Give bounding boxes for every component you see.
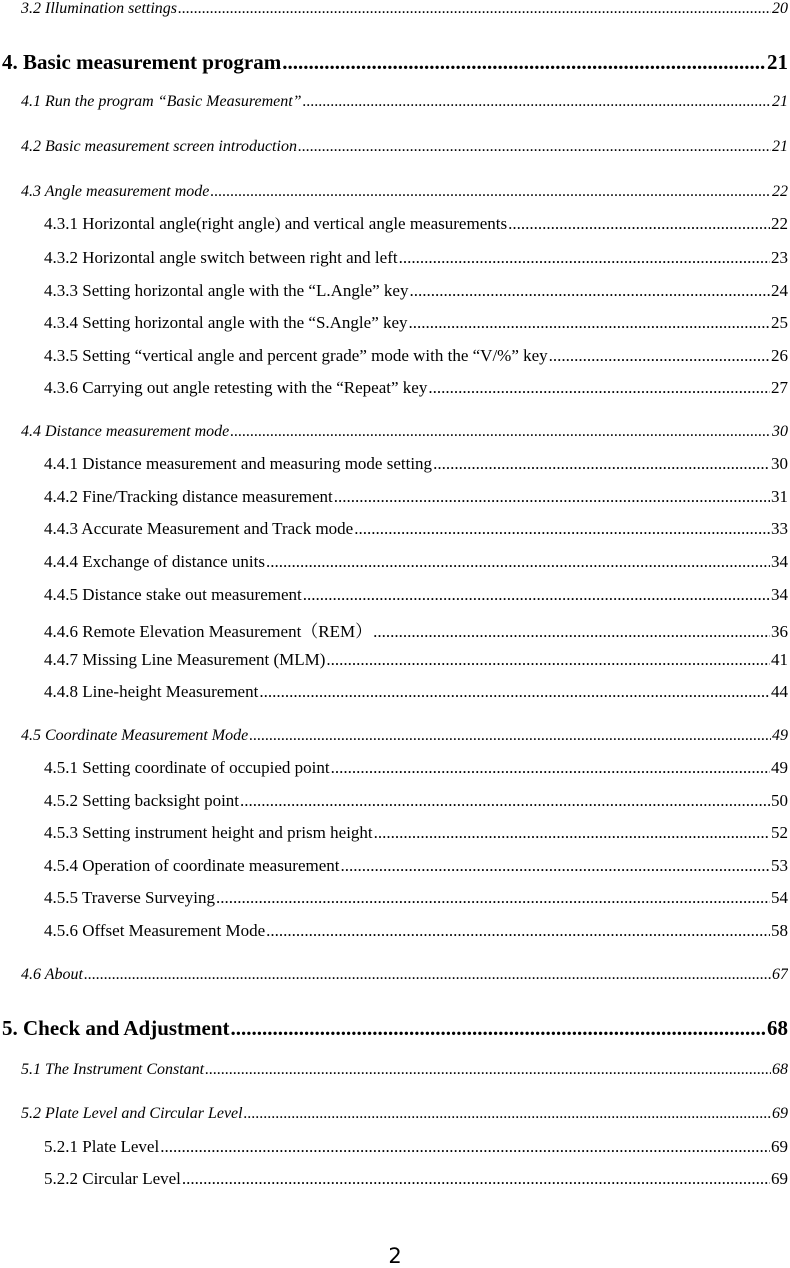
- dot-leader: [433, 454, 770, 474]
- page-number: 2: [388, 1244, 402, 1268]
- toc-entry-page: 69: [772, 1105, 788, 1122]
- toc-entry-page: 21: [772, 138, 788, 155]
- toc-entry[interactable]: [44, 856, 788, 876]
- toc-entry-page: 49: [771, 758, 788, 777]
- dot-leader: [160, 1137, 770, 1157]
- dot-leader: [182, 1169, 770, 1189]
- toc-entry-title: 5.1 The Instrument Constant: [21, 1061, 205, 1078]
- dot-leader: [259, 682, 770, 702]
- dot-leader: [409, 313, 770, 333]
- toc-entry[interactable]: [44, 454, 788, 474]
- dot-leader: [266, 921, 770, 941]
- dot-leader: [216, 888, 770, 908]
- toc-entry-title: 4.4 Distance measurement mode: [21, 423, 230, 440]
- toc-entry-title: 4.4.4 Exchange of distance units: [44, 552, 265, 571]
- dot-leader: [334, 487, 770, 507]
- toc-entry-title: 4.3.5 Setting “vertical angle and percent grade” mode with the “V/%” key: [44, 346, 548, 365]
- toc-entry-page: 52: [771, 823, 788, 842]
- dot-leader: [231, 1016, 766, 1041]
- toc-entry-title: 5.2.2 Circular Level: [44, 1169, 181, 1188]
- dot-leader: [240, 791, 770, 811]
- dot-leader: [244, 1105, 771, 1123]
- toc-entry-page: 23: [771, 248, 788, 267]
- toc-entry-page: 30: [771, 454, 788, 473]
- toc-entry-title: 4.4.7 Missing Line Measurement (MLM): [44, 650, 326, 669]
- toc-entry-title: 4.5.3 Setting instrument height and prism height: [44, 823, 373, 842]
- toc-entry-page: 31: [771, 487, 788, 506]
- toc-entry-page: 27: [771, 378, 788, 397]
- toc-entry[interactable]: [44, 346, 788, 366]
- toc-entry[interactable]: [44, 921, 788, 941]
- toc-entry-title: 4.5.2 Setting backsight point: [44, 791, 240, 810]
- toc-entry-page: 22: [772, 183, 788, 200]
- toc-entry[interactable]: [44, 378, 788, 398]
- toc-entry[interactable]: [44, 650, 788, 670]
- toc-entry[interactable]: [21, 423, 788, 441]
- toc-entry-title: 4.6 About: [21, 966, 83, 983]
- toc-entry-title: 4.5 Coordinate Measurement Mode: [21, 727, 249, 744]
- toc-entry[interactable]: [21, 183, 788, 201]
- toc-entry[interactable]: [44, 758, 788, 778]
- toc-entry-page: 22: [771, 214, 788, 233]
- dot-leader: [399, 248, 770, 268]
- dot-leader: [354, 519, 770, 539]
- dot-leader: [266, 552, 770, 572]
- toc-entry[interactable]: [21, 93, 788, 111]
- toc-entry-page: 54: [771, 888, 788, 907]
- toc-entry[interactable]: [21, 966, 788, 984]
- toc-entry[interactable]: [44, 248, 788, 268]
- dot-leader: [282, 50, 766, 75]
- toc-entry[interactable]: [44, 791, 788, 811]
- toc-entry-title: 4.3.3 Setting horizontal angle with the “L.Angle” key: [44, 281, 409, 300]
- toc-entry-page: 21: [767, 50, 788, 74]
- toc-entry[interactable]: [44, 888, 788, 908]
- toc-entry-title: 4.4.2 Fine/Tracking distance measurement: [44, 487, 333, 506]
- dot-leader: [205, 1061, 771, 1079]
- toc-entry[interactable]: [44, 487, 788, 507]
- toc-entry-title: 4.4.5 Distance stake out measurement: [44, 585, 302, 604]
- toc-entry-page: 36: [771, 622, 788, 641]
- toc-entry[interactable]: [44, 585, 788, 605]
- toc-entry-page: 25: [771, 313, 788, 332]
- toc-entry-title: 4.4.3 Accurate Measurement and Track mode: [44, 519, 354, 538]
- toc-entry[interactable]: [2, 50, 788, 75]
- toc-entry[interactable]: [21, 0, 788, 18]
- toc-entry-page: 68: [772, 1061, 788, 1078]
- toc-entry-title: 5. Check and Adjustment: [2, 1016, 230, 1040]
- toc-entry-title: 4. Basic measurement program: [2, 50, 282, 74]
- dot-leader: [249, 727, 771, 745]
- toc-entry-title: 4.5.4 Operation of coordinate measurement: [44, 856, 340, 875]
- dot-leader: [178, 0, 771, 18]
- toc-entry-title: 4.3.1 Horizontal angle(right angle) and vertical angle measurements: [44, 214, 508, 233]
- toc-entry-page: 33: [771, 519, 788, 538]
- toc-entry-page: 24: [771, 281, 788, 300]
- dot-leader: [298, 138, 771, 156]
- toc-entry[interactable]: [44, 823, 788, 843]
- dot-leader: [373, 622, 770, 642]
- toc-entry-page: 26: [771, 346, 788, 365]
- toc-entry[interactable]: [44, 281, 788, 301]
- toc-entry-page: 21: [772, 93, 788, 110]
- toc-entry-title: 4.2 Basic measurement screen introduction: [21, 138, 297, 155]
- dot-leader: [303, 93, 771, 111]
- dot-leader: [84, 966, 771, 984]
- toc-entry[interactable]: [44, 1137, 788, 1157]
- toc-entry[interactable]: [44, 214, 788, 234]
- toc-entry-page: 41: [771, 650, 788, 669]
- toc-entry-page: 44: [771, 682, 788, 701]
- toc-entry[interactable]: [44, 682, 788, 702]
- dot-leader: [230, 423, 771, 441]
- toc-entry-title: 4.3.6 Carrying out angle retesting with the “Repeat” key: [44, 378, 428, 397]
- toc-entry[interactable]: [44, 519, 788, 539]
- toc-entry-title: 4.3.4 Setting horizontal angle with the “S.Angle” key: [44, 313, 408, 332]
- toc-entry-title: 5.2.1 Plate Level: [44, 1137, 160, 1156]
- toc-entry[interactable]: [2, 1016, 788, 1041]
- dot-leader: [428, 378, 770, 398]
- toc-entry-title: 4.4.8 Line-height Measurement: [44, 682, 259, 701]
- toc-entry-title: 4.5.6 Offset Measurement Mode: [44, 921, 266, 940]
- toc-entry-title: 4.3.2 Horizontal angle switch between right and left: [44, 248, 398, 267]
- toc-entry[interactable]: [21, 1105, 788, 1123]
- toc-entry[interactable]: [44, 1169, 788, 1189]
- toc-entry-page: 50: [771, 791, 788, 810]
- toc-entry[interactable]: [21, 727, 788, 745]
- dot-leader: [549, 346, 770, 366]
- toc-entry-page: 53: [771, 856, 788, 875]
- dot-leader: [210, 183, 771, 201]
- toc-entry-title: 4.1 Run the program “Basic Measurement”: [21, 93, 302, 110]
- dot-leader: [331, 758, 770, 778]
- toc-entry[interactable]: [44, 313, 788, 333]
- dot-leader: [303, 585, 770, 605]
- toc-entry-page: 49: [772, 727, 788, 744]
- toc-entry-title: 3.2 Illumination settings: [21, 0, 177, 17]
- toc-entry-page: 20: [772, 0, 788, 17]
- toc-entry-title: 4.4.1 Distance measurement and measuring mode setting: [44, 454, 433, 473]
- toc-entry-title: 4.5.1 Setting coordinate of occupied point: [44, 758, 330, 777]
- toc-entry[interactable]: [21, 138, 788, 156]
- toc-entry-page: 34: [771, 552, 788, 571]
- toc-entry-title: 4.5.5 Traverse Surveying: [44, 888, 215, 907]
- toc-entry[interactable]: [44, 617, 788, 642]
- dot-leader: [409, 281, 770, 301]
- toc-entry-page: 58: [771, 921, 788, 940]
- toc-entry-page: 68: [767, 1016, 788, 1040]
- toc-entry[interactable]: [21, 1061, 788, 1079]
- dot-leader: [508, 214, 770, 234]
- dot-leader: [374, 823, 770, 843]
- toc-entry-page: 67: [772, 966, 788, 983]
- toc-entry-title: 5.2 Plate Level and Circular Level: [21, 1105, 243, 1122]
- dot-leader: [341, 856, 770, 876]
- toc-entry-title: 4.4.6 Remote Elevation Measurement（REM）: [44, 622, 373, 641]
- toc-entry-page: 69: [771, 1169, 788, 1188]
- dot-leader: [326, 650, 770, 670]
- toc-entry[interactable]: [44, 552, 788, 572]
- toc-entry-page: 69: [771, 1137, 788, 1156]
- toc-entry-title: 4.3 Angle measurement mode: [21, 183, 210, 200]
- toc-entry-page: 34: [771, 585, 788, 604]
- toc-entry-page: 30: [772, 423, 788, 440]
